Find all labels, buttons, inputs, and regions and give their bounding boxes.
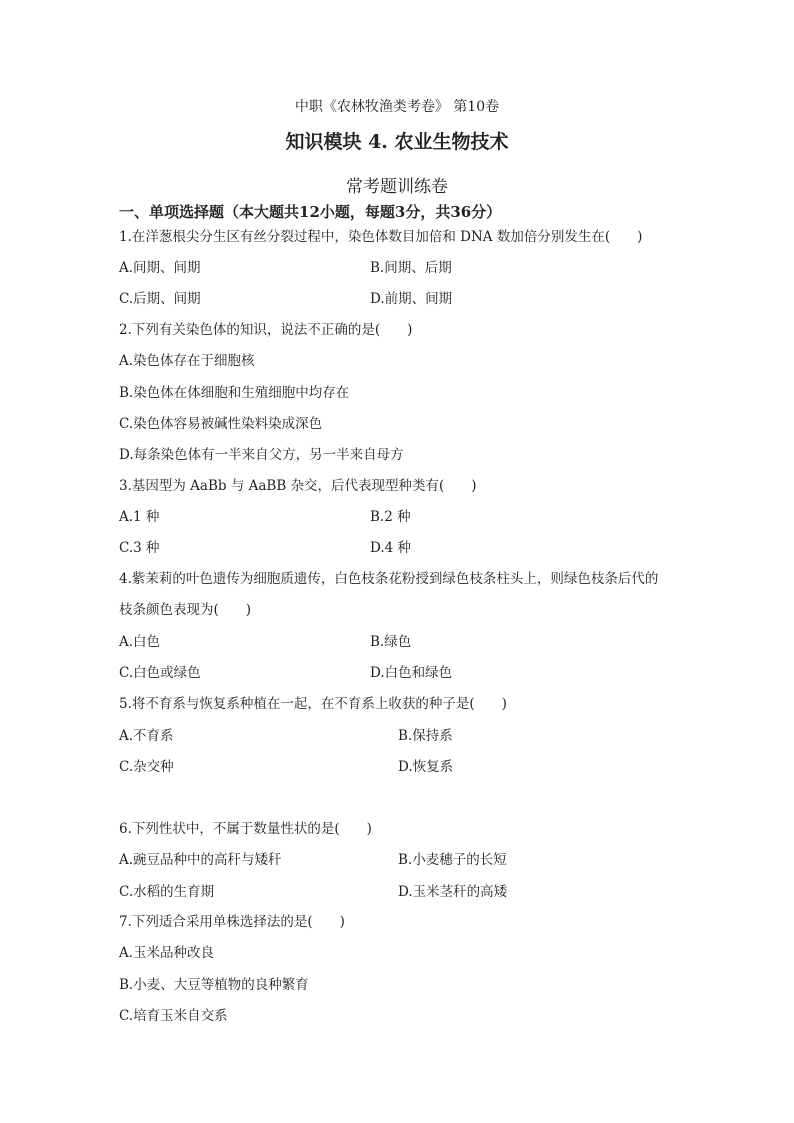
exam-series-subtitle: 中职《农林牧渔类考卷》 第10卷 bbox=[294, 99, 500, 115]
question-5-option-c: C.杂交种 bbox=[119, 759, 174, 775]
module-title: 知识模块 4. 农业生物技术 bbox=[285, 131, 509, 153]
question-6-option-c: C.水稻的生育期 bbox=[119, 884, 215, 900]
question-2-option-a: A.染色体存在于细胞核 bbox=[119, 353, 255, 369]
question-4-option-b: B.绿色 bbox=[370, 634, 412, 650]
question-3-option-d: D.4 种 bbox=[370, 540, 412, 556]
question-6-stem: 6.下列性状中，不属于数量性状的是( ) bbox=[119, 821, 372, 837]
question-4-option-a: A.白色 bbox=[119, 634, 161, 650]
question-7-option-b: B.小麦、大豆等植物的良种繁育 bbox=[119, 977, 309, 993]
exam-name: 常考题训练卷 bbox=[346, 177, 448, 197]
question-5-option-b: B.保持系 bbox=[398, 728, 453, 744]
section-title: 一、单项选择题（本大题共12小题，每题3分，共36分） bbox=[119, 203, 502, 221]
question-6-option-b: B.小麦穗子的长短 bbox=[398, 852, 507, 868]
question-2-option-c: C.染色体容易被碱性染料染成深色 bbox=[119, 416, 323, 432]
question-2-stem: 2.下列有关染色体的知识，说法不正确的是( ) bbox=[119, 322, 413, 338]
question-1-stem: 1.在洋葱根尖分生区有丝分裂过程中，染色体数目加倍和 DNA 数加倍分别发生在( ) bbox=[119, 229, 643, 245]
question-3-option-a: A.1 种 bbox=[119, 509, 160, 525]
question-1-option-a: A.间期、间期 bbox=[119, 260, 201, 276]
question-1-option-b: B.间期、后期 bbox=[370, 260, 452, 276]
question-3-option-c: C.3 种 bbox=[119, 540, 160, 556]
question-1-option-c: C.后期、间期 bbox=[119, 291, 201, 307]
question-5-option-d: D.恢复系 bbox=[398, 759, 454, 775]
question-2-option-b: B.染色体在体细胞和生殖细胞中均存在 bbox=[119, 385, 350, 401]
question-7-stem: 7.下列适合采用单株选择法的是( ) bbox=[119, 914, 345, 930]
question-4-stem-line-2: 枝条颜色表现为( ) bbox=[119, 602, 252, 618]
question-4-stem-line-1: 4.紫茉莉的叶色遗传为细胞质遗传，白色枝条花粉授到绿色枝条柱头上，则绿色枝条后代的 bbox=[119, 571, 659, 587]
question-4-option-d: D.白色和绿色 bbox=[370, 665, 453, 681]
question-5-stem: 5.将不育系与恢复系种植在一起，在不育系上收获的种子是( ) bbox=[119, 696, 507, 712]
question-7-option-c: C.培育玉米自交系 bbox=[119, 1008, 228, 1024]
question-1-option-d: D.前期、间期 bbox=[370, 291, 453, 307]
question-4-option-c: C.白色或绿色 bbox=[119, 665, 201, 681]
question-5-option-a: A.不育系 bbox=[119, 728, 174, 744]
question-6-option-a: A.豌豆品种中的高秆与矮秆 bbox=[119, 852, 282, 868]
question-7-option-a: A.玉米品种改良 bbox=[119, 945, 215, 961]
question-3-stem: 3.基因型为 AaBb 与 AaBB 杂交，后代表现型种类有( ) bbox=[119, 478, 477, 494]
question-3-option-b: B.2 种 bbox=[370, 509, 411, 525]
question-6-option-d: D.玉米茎秆的高矮 bbox=[398, 884, 508, 900]
question-2-option-d: D.每条染色体有一半来自父方，另一半来自母方 bbox=[119, 447, 404, 463]
